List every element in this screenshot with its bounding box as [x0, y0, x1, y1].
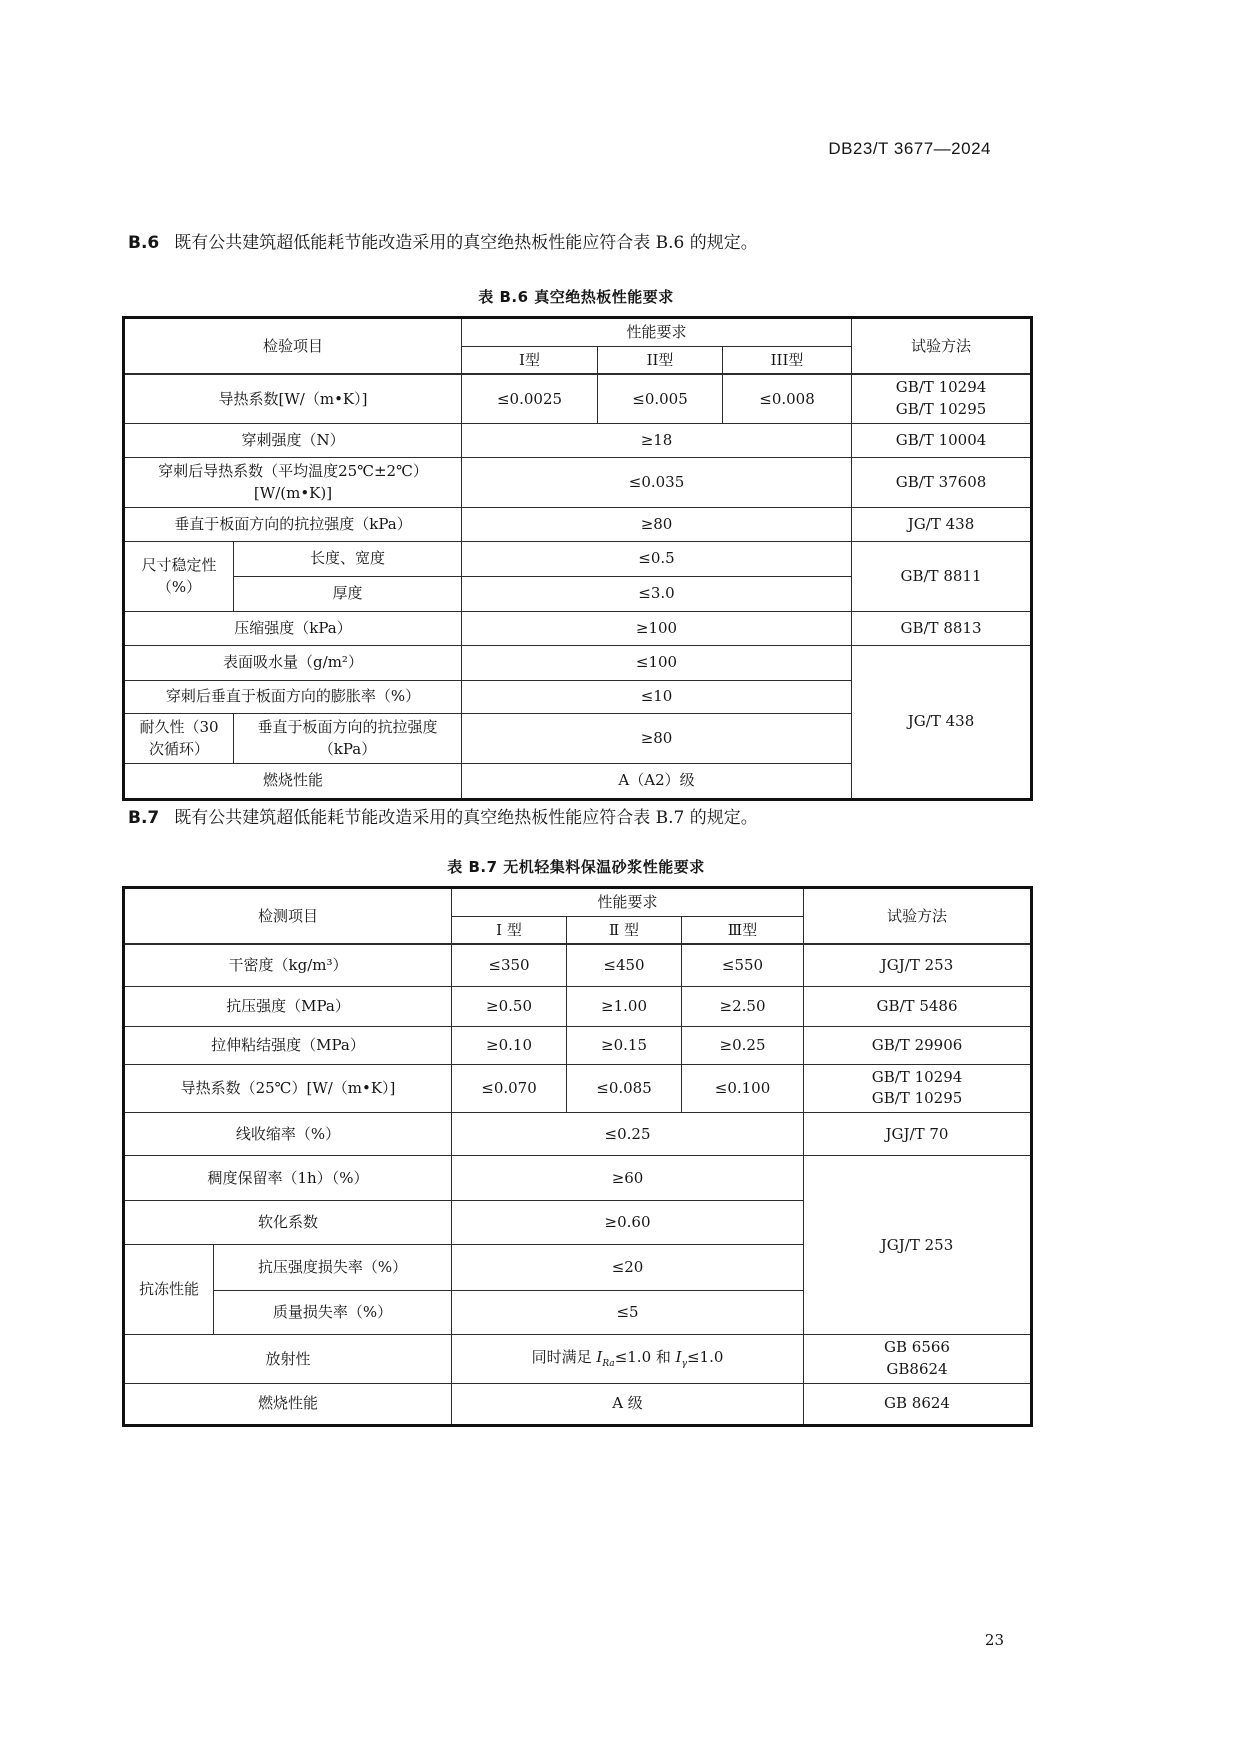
- table-row: [124, 541, 1032, 576]
- table-row: [124, 423, 1032, 457]
- b7-header-performance: 性能要求: [452, 888, 804, 917]
- b7-shrinkage-value: ≤0.25: [452, 1113, 804, 1156]
- b6-compressive-value: ≥100: [462, 611, 852, 645]
- b7-combustion-method: GB 8624: [804, 1383, 1032, 1425]
- b7-dry-density-label: 干密度（kg/m³）: [124, 944, 452, 986]
- table-row: [124, 457, 1032, 507]
- clause-b7-label: B.7: [128, 808, 160, 828]
- b6-header-method: 试验方法: [852, 318, 1032, 375]
- b7-frost-strength-loss-label: 抗压强度损失率（%）: [214, 1245, 452, 1291]
- b7-dry-density-ii: ≤450: [567, 944, 682, 986]
- b6-post-puncture-label: 穿刺后导热系数（平均温度25℃±2℃）[W/(m•K)]: [124, 457, 462, 507]
- b6-header-type-i: I型: [462, 346, 598, 374]
- b7-thermal-i: ≤0.070: [452, 1064, 567, 1113]
- b7-tensile-bond-ii: ≥0.15: [567, 1026, 682, 1064]
- table-row: [124, 374, 1032, 423]
- b7-radioactivity-sym1: I: [596, 1348, 603, 1366]
- b6-header-type-ii: II型: [598, 346, 723, 374]
- b7-frost-mass-loss-label: 质量损失率（%）: [214, 1291, 452, 1335]
- b7-softening-label: 软化系数: [124, 1201, 452, 1245]
- b7-tensile-bond-method: GB/T 29906: [804, 1026, 1032, 1064]
- b6-tensile-method: JG/T 438: [852, 507, 1032, 541]
- b7-softening-value: ≥0.60: [452, 1201, 804, 1245]
- b6-thermal-method: [852, 374, 1032, 423]
- table-row: [124, 1156, 1032, 1201]
- b7-header-type-iii: Ⅲ型: [682, 916, 804, 944]
- b7-shrinkage-method: JGJ/T 70: [804, 1113, 1032, 1156]
- b7-radioactivity-value: [452, 1335, 804, 1384]
- table-row: [124, 986, 1032, 1026]
- b7-radioactivity-sym2: I: [675, 1348, 682, 1366]
- b6-expansion-label: 穿刺后垂直于板面方向的膨胀率（%）: [124, 680, 462, 713]
- b6-durability-sub-label: 垂直于板面方向的抗拉强度（kPa）: [234, 713, 462, 763]
- b7-radioactivity-mid: ≤1.0 和: [614, 1348, 676, 1366]
- b7-radioactivity-suffix: ≤1.0: [686, 1348, 724, 1366]
- table-row: [124, 507, 1032, 541]
- b6-post-puncture-method: GB/T 37608: [852, 457, 1032, 507]
- table-row: [124, 318, 1032, 347]
- b7-frost-strength-loss-value: ≤20: [452, 1245, 804, 1291]
- b6-combustion-label: 燃烧性能: [124, 763, 462, 799]
- table-row: [124, 944, 1032, 986]
- doc-number: DB23/T 3677—2024: [828, 139, 991, 158]
- clause-b6-text: 既有公共建筑超低能耗节能改造采用的真空绝热板性能应符合表 B.6 的规定。: [174, 233, 758, 253]
- page-number: 23: [984, 1631, 1004, 1649]
- b7-thermal-iii: ≤0.100: [682, 1064, 804, 1113]
- table-row: [124, 1383, 1032, 1425]
- b6-dimstab-group-label: 尺寸稳定性（%）: [124, 541, 234, 611]
- clause-b7: [128, 806, 1058, 832]
- b7-radioactivity-label: 放射性: [124, 1335, 452, 1384]
- b7-compressive-iii: ≥2.50: [682, 986, 804, 1026]
- table-b7-caption: 表 B.7 无机轻集料保温砂浆性能要求: [447, 858, 705, 876]
- b6-puncture-label: 穿刺强度（N）: [124, 423, 462, 457]
- b6-dimstab-method: GB/T 8811: [852, 541, 1032, 611]
- b7-jgjt253-method: JGJ/T 253: [804, 1156, 1032, 1335]
- b6-combustion-value: A（A2）级: [462, 763, 852, 799]
- b6-compressive-label: 压缩强度（kPa）: [124, 611, 462, 645]
- b6-durability-method: JG/T 438: [852, 645, 1032, 799]
- b7-compressive-label: 抗压强度（MPa）: [124, 986, 452, 1026]
- b6-post-puncture-value: ≤0.035: [462, 457, 852, 507]
- table-b6: [122, 316, 1033, 801]
- b7-tensile-bond-iii: ≥0.25: [682, 1026, 804, 1064]
- table-row: [124, 1335, 1032, 1384]
- b7-tensile-bond-i: ≥0.10: [452, 1026, 567, 1064]
- b7-radioactivity-prefix: 同时满足: [531, 1348, 597, 1366]
- table-row: [124, 1113, 1032, 1156]
- table-row: [124, 645, 1032, 680]
- b7-header-method: 试验方法: [804, 888, 1032, 945]
- b7-compressive-ii: ≥1.00: [567, 986, 682, 1026]
- b6-durability-group-label: 耐久性（30 次循环）: [124, 713, 234, 763]
- b6-tensile-value: ≥80: [462, 507, 852, 541]
- b6-puncture-method: GB/T 10004: [852, 423, 1032, 457]
- table-row: [124, 888, 1032, 917]
- b6-dimstab-lw-value: ≤0.5: [462, 541, 852, 576]
- b7-radioactivity-sub2: γ: [681, 1359, 687, 1369]
- b6-thermal-label: 导热系数[W/（m•K）]: [124, 374, 462, 423]
- b6-header-item: 检验项目: [124, 318, 462, 375]
- b7-dry-density-method: JGJ/T 253: [804, 944, 1032, 986]
- b7-radioactivity-method: [804, 1335, 1032, 1384]
- b6-thermal-iii: ≤0.008: [723, 374, 852, 423]
- b6-thermal-method-2: GB/T 10295: [895, 399, 987, 418]
- table-b7: [122, 886, 1033, 1427]
- b7-dry-density-iii: ≤550: [682, 944, 804, 986]
- b7-shrinkage-label: 线收缩率（%）: [124, 1113, 452, 1156]
- b7-radioactivity-method-1: GB 6566: [884, 1338, 950, 1356]
- b6-puncture-value: ≥18: [462, 423, 852, 457]
- b7-thermal-method-2: GB/T 10295: [871, 1089, 963, 1108]
- b6-thermal-i: ≤0.0025: [462, 374, 598, 423]
- b7-tensile-bond-label: 拉伸粘结强度（MPa）: [124, 1026, 452, 1064]
- clause-b7-text: 既有公共建筑超低能耗节能改造采用的真空绝热板性能应符合表 B.7 的规定。: [174, 808, 758, 828]
- b7-header-item: 检测项目: [124, 888, 452, 945]
- b6-dimstab-thickness-value: ≤3.0: [462, 576, 852, 611]
- b6-thermal-ii: ≤0.005: [598, 374, 723, 423]
- b7-radioactivity-sub1: Ra: [602, 1359, 615, 1369]
- b6-water-absorption-value: ≤100: [462, 645, 852, 680]
- b7-combustion-value: A 级: [452, 1383, 804, 1425]
- table-row: [124, 611, 1032, 645]
- b6-durability-value: ≥80: [462, 713, 852, 763]
- b7-thermal-ii: ≤0.085: [567, 1064, 682, 1113]
- b7-compressive-method: GB/T 5486: [804, 986, 1032, 1026]
- b7-consistency-label: 稠度保留率（1h）（%）: [124, 1156, 452, 1201]
- b7-frost-mass-loss-value: ≤5: [452, 1291, 804, 1335]
- b7-consistency-value: ≥60: [452, 1156, 804, 1201]
- b6-thermal-method-1: GB/T 10294: [895, 378, 987, 396]
- b7-compressive-i: ≥0.50: [452, 986, 567, 1026]
- b7-header-type-ii: Ⅱ 型: [567, 916, 682, 944]
- table-b6-caption: 表 B.6 真空绝热板性能要求: [478, 288, 674, 306]
- clause-b6: [128, 231, 1058, 257]
- b6-tensile-label: 垂直于板面方向的抗拉强度（kPa）: [124, 507, 462, 541]
- b7-radioactivity-method-2: GB8624: [886, 1359, 948, 1378]
- b6-compressive-method: GB/T 8813: [852, 611, 1032, 645]
- clause-b6-label: B.6: [128, 233, 160, 253]
- b6-water-absorption-label: 表面吸水量（g/m²）: [124, 645, 462, 680]
- b7-thermal-method: [804, 1064, 1032, 1113]
- b6-dimstab-thickness-label: 厚度: [234, 576, 462, 611]
- b7-header-type-i: Ⅰ 型: [452, 916, 567, 944]
- b7-combustion-label: 燃烧性能: [124, 1383, 452, 1425]
- b6-dimstab-lw-label: 长度、宽度: [234, 541, 462, 576]
- table-row: [124, 1064, 1032, 1113]
- b6-expansion-value: ≤10: [462, 680, 852, 713]
- b7-frost-group-label: 抗冻性能: [124, 1245, 214, 1335]
- table-row: [124, 1026, 1032, 1064]
- b6-header-performance: 性能要求: [462, 318, 852, 347]
- b7-thermal-label: 导热系数（25℃）[W/（m•K）]: [124, 1064, 452, 1113]
- b6-header-type-iii: III型: [723, 346, 852, 374]
- b7-thermal-method-1: GB/T 10294: [871, 1067, 963, 1086]
- b7-dry-density-i: ≤350: [452, 944, 567, 986]
